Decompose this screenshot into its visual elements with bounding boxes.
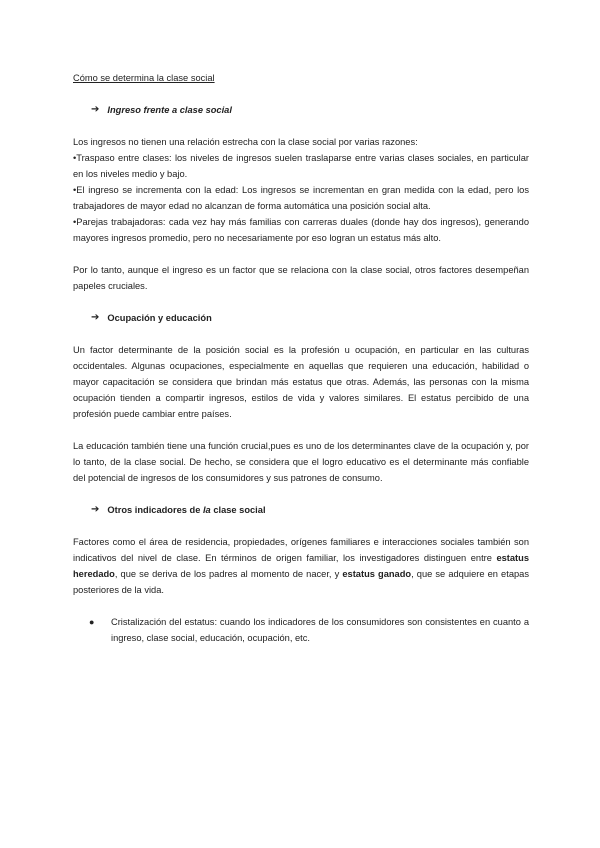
section-heading-ocupacion: ➔ Ocupación y educación: [91, 310, 529, 326]
arrow-right-icon: ➔: [91, 504, 100, 515]
page-title: Cómo se determina la clase social: [73, 73, 215, 83]
term-estatus-ganado: estatus ganado: [342, 569, 412, 579]
bullet-list: [73, 614, 529, 646]
paragraph: Un factor determinante de la posición social es la profesión u ocupación, en particular en las culturas occidentales. Algunas ocupaciones, especialmente en aquellas que requieren una educación, habilidad o mayor capacitación se considera que brindan más estatus que otras. Además, las personas con la misma ocupación tienden a compartir ingresos, estilos de vida y valores similares. El estatus percibido de una profesión puede cambiar entre países.: [73, 345, 529, 419]
bullet-item: •Traspaso entre clases: los niveles de ingresos suelen traslaparse entre varias clases sociales, en particular en los niveles medio y bajo.: [73, 153, 529, 179]
bullet-item: •Parejas trabajadoras: cada vez hay más familias con carreras duales (donde hay dos ingresos), generando mayores ingresos promedio, pero no necesariamente por eso logran un estatus más alto.: [73, 217, 529, 243]
term-estatus-heredado: estatus heredado: [73, 553, 529, 579]
list-item: ● Cristalización del estatus: cuando los indicadores de los consumidores son consistentes en cuanto a ingreso, clase social, educación, ocupación, etc.: [89, 614, 529, 646]
section-intro: Los ingresos no tienen una relación estrecha con la clase social por varias razones:: [73, 137, 418, 147]
document-content: [73, 70, 529, 646]
arrow-right-icon: ➔: [91, 104, 100, 115]
section-heading-otros: ➔ Otros indicadores de la clase social: [91, 502, 529, 518]
bullet-item: •El ingreso se incrementa con la edad: Los ingresos se incrementan en gran medida con la edad, pero los trabajadores de mayor edad no alcanzan de forma automática una posición social alta.: [73, 185, 529, 211]
section-heading-ingreso: ➔ Ingreso frente a clase social: [91, 102, 529, 118]
paragraph: La educación también tiene una función crucial,pues es uno de los determinantes clave de la ocupación y, por lo tanto, de la clase social. De hecho, se considera que el logro educativo es el determinante más confiable del potencial de ingresos de los consumidores y sus patrones de consumo.: [73, 441, 529, 483]
paragraph: Factores como el área de residencia, propiedades, orígenes familiares e interacciones sociales también son indicativos del nivel de clase. En términos de origen familiar, los investigadores distinguen entre estatus heredado, que se deriva de los padres al momento de nacer, y estatus ganado, que se adquiere en etapas posteriores de la vida.: [73, 537, 529, 595]
section-conclusion: Por lo tanto, aunque el ingreso es un factor que se relaciona con la clase social, otros factores desempeñan papeles cruciales.: [73, 265, 529, 291]
arrow-right-icon: ➔: [91, 312, 100, 323]
bullet-icon: ●: [89, 617, 95, 627]
